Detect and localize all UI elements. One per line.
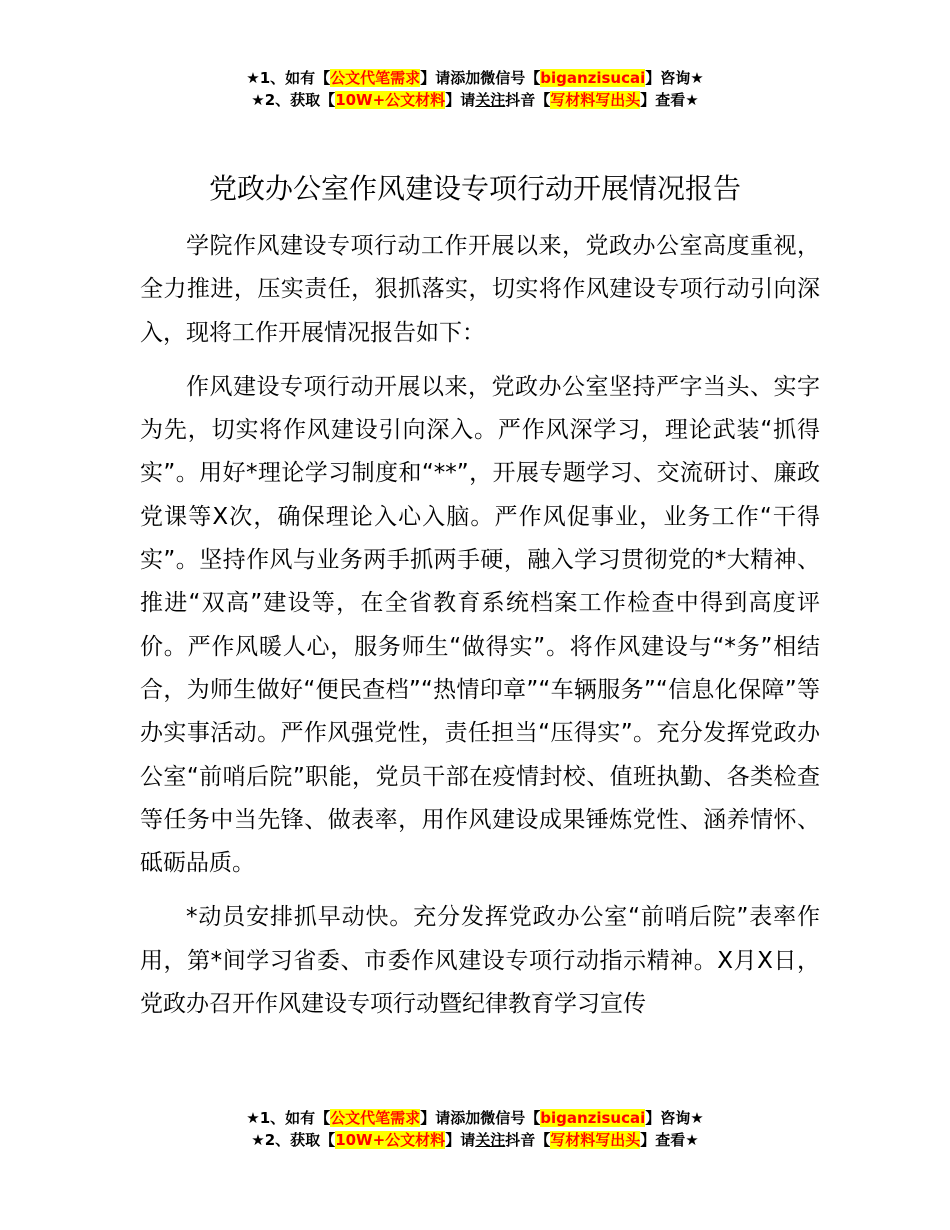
banner-highlight: biganzisucai xyxy=(540,69,646,87)
paragraph-1: 学院作风建设专项行动工作开展以来，党政办公室高度重视，全力推进，压实责任，狠抓落实，切实将作风建设专项行动引向深入，现将工作开展情况报告如下： xyxy=(140,233,820,346)
banner-line-2 xyxy=(0,89,950,111)
banner-text: 】查看★ xyxy=(640,91,699,109)
document-title: 党政办公室作风建设专项行动开展情况报告 xyxy=(208,172,741,205)
banner-highlight: 写材料写出头 xyxy=(550,91,641,109)
footer-banner xyxy=(0,1107,950,1151)
banner-text: 】请 xyxy=(445,91,476,109)
banner-text: 】查看★ xyxy=(640,1131,699,1149)
banner-text: 】咨询★ xyxy=(645,1109,704,1127)
banner-text: ★1、如有【 xyxy=(246,1109,331,1127)
banner-text: 抖音【 xyxy=(505,91,551,109)
banner-text: ★2、获取【 xyxy=(251,91,336,109)
banner-text: 】请添加微信号【 xyxy=(420,69,541,87)
document-body xyxy=(140,225,820,1037)
banner-line-1 xyxy=(0,1107,950,1129)
banner-text: 】请 xyxy=(445,1131,476,1149)
banner-text: 】咨询★ xyxy=(645,69,704,87)
banner-highlight: 写材料写出头 xyxy=(550,1131,641,1149)
banner-text: 】请添加微信号【 xyxy=(420,1109,541,1127)
banner-text: ★1、如有【 xyxy=(246,69,331,87)
banner-text: 抖音【 xyxy=(505,1131,551,1149)
banner-underlined: 关注 xyxy=(475,1131,506,1149)
header-banner xyxy=(0,67,950,111)
banner-highlight: biganzisucai xyxy=(540,1109,646,1127)
banner-line-1 xyxy=(0,67,950,89)
banner-line-2 xyxy=(0,1129,950,1151)
paragraph-2: 作风建设专项行动开展以来，党政办公室坚持严字当头、实字为先，切实将作风建设引向深入。严作风深学习，理论武装“抓得实”。用好*理论学习制度和“**”，开展专题学习、交流研讨、廉政党课等X次，确保理论入心入脑。严作风促事业，业务工作“干得实”。坚持作风与业务两手抓两手硬，融入学习贯彻党的*大精神、推进“双高”建设等，在全省教育系统档案工作检查中得到高度评价。严作风暖人心，服务师生“做得实”。将作风建设与“*务”相结合，为师生做好“便民查档”“热情印章”“车辆服务”“信息化保障”等办实事活动。严作风强党性，责任担当“压得实”。充分发挥党政办公室“前哨后院”职能，党员干部在疫情封校、值班执勤、各类检查等任务中当先锋、做表率，用作风建设成果锤炼党性、涵养情怀、砥砺品质。 xyxy=(140,373,820,877)
banner-highlight: 10W+公文材料 xyxy=(335,1131,446,1149)
banner-underlined: 关注 xyxy=(475,91,506,109)
paragraph-3: *动员安排抓早动快。充分发挥党政办公室“前哨后院”表率作用，第*间学习省委、市委作风建设专项行动指示精神。X月X日，党政办召开作风建设专项行动暨纪律教育学习宣传 xyxy=(140,904,820,1018)
banner-highlight: 公文代笔需求 xyxy=(330,1109,421,1127)
banner-text: ★2、获取【 xyxy=(251,1131,336,1149)
banner-highlight: 10W+公文材料 xyxy=(335,91,446,109)
banner-highlight: 公文代笔需求 xyxy=(330,69,421,87)
